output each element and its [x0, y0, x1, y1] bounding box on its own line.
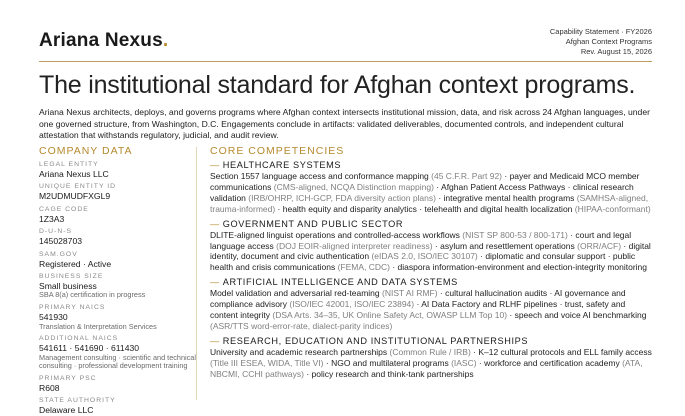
capability-text: · asylum and resettlement operations	[432, 240, 578, 251]
standard-reference: (CMS-aligned, NCQA Distinction mapping)	[273, 181, 434, 192]
field-label: ADDITIONAL NAICS	[39, 335, 119, 343]
field-value: M2UDMUDFXGL9	[39, 191, 111, 202]
capability-text: · payer and Medicaid MCO member communications	[210, 171, 640, 192]
standard-reference: (NIST SP 800-53 / 800-171)	[462, 229, 568, 240]
column-divider	[196, 147, 197, 400]
field-value: Delaware LLC	[39, 405, 94, 416]
field-value: 1Z3A3	[39, 213, 65, 224]
field-label: STATE AUTHORITY	[39, 397, 116, 405]
meta-line-3: Rev. August 15, 2026	[580, 47, 652, 57]
capability-text: · cultural hallucination audits · AI governance and compliance advisory	[210, 288, 626, 310]
standard-reference: (IRB/OHRP, ICH-GCP, FDA diversity action plans)	[248, 192, 436, 203]
core-competencies-column	[210, 145, 655, 383]
capability-text: · speech and voice AI benchmarking	[507, 310, 647, 321]
accent-dash: —	[210, 218, 220, 229]
company-field	[39, 397, 199, 415]
field-value: Registered · Active	[39, 258, 112, 269]
accent-dash: —	[210, 335, 220, 346]
capability-text: University and academic research partnerships	[210, 346, 390, 357]
header-rule	[39, 61, 652, 62]
accent-dash: —	[210, 160, 220, 170]
competency-section-title	[210, 159, 655, 171]
company-field	[39, 161, 199, 179]
standard-reference: (DSA Arts. 34–35, UK Online Safety Act, OWASP LLM Top 10)	[272, 310, 508, 321]
standard-reference: (45 C.F.R. Part 92)	[431, 171, 503, 181]
meta-line-2: Afghan Context Programs	[565, 37, 652, 47]
standard-reference: (Common Rule / IRB)	[389, 346, 471, 357]
meta-line-1: Capability Statement · FY2026	[549, 27, 652, 36]
intro-paragraph: Ariana Nexus architects, deploys, and governs programs where Afghan context intersects institutional mission, data, and risk across 24 Afghan languages, under one governed structure, from Washington, D.C. Engagements conclude in artifacts: validated deliverables, documented controls, and independent cultural attestation that withstands regulatory, judicial, and audit review.	[39, 107, 650, 141]
field-label: BUSINESS SIZE	[39, 273, 104, 281]
field-label: PRIMARY PSC	[39, 375, 97, 383]
capability-text: · AI Data Factory and RLHF pipelines · trust, safety and content integrity	[210, 299, 626, 321]
page-title: The institutional standard for Afghan context programs.	[39, 71, 636, 99]
capability-text: · court and legal language access	[210, 229, 632, 251]
competency-section	[210, 276, 655, 332]
field-value: 541930	[39, 312, 68, 323]
field-value: 145028703	[39, 236, 83, 247]
company-field	[39, 273, 199, 300]
section-title-text: RESEARCH, EDUCATION AND INSTITUTIONAL PARTNERSHIPS	[222, 335, 529, 346]
core-competencies-heading: CORE COMPETENCIES	[210, 145, 345, 157]
standard-reference: (eIDAS 2.0, ISO/IEC 30107)	[371, 251, 478, 262]
section-title-text: GOVERNMENT AND PUBLIC SECTOR	[222, 218, 404, 229]
section-title-text: ARTIFICIAL INTELLIGENCE AND DATA SYSTEMS	[222, 277, 458, 288]
standard-reference: (DOJ EOIR-aligned interpreter readiness)	[276, 240, 433, 251]
capability-text: · diaspora information-environment and election-integrity monitoring	[389, 262, 648, 273]
standard-reference: (ORR/ACF)	[577, 240, 622, 251]
company-field	[39, 251, 199, 269]
company-field	[39, 335, 199, 371]
competency-section-title	[210, 335, 655, 347]
competency-section	[210, 335, 655, 380]
competency-section-body	[210, 171, 655, 215]
capability-text: · digital identity, document and civic authentication	[210, 240, 651, 262]
company-data-column	[39, 145, 199, 416]
capability-text: DLITE-aligned linguist operations and controlled-access workflows	[210, 229, 463, 240]
document-meta	[550, 27, 652, 58]
company-data-heading: COMPANY DATA	[39, 145, 133, 157]
capability-text: Model validation and adversarial red-teaming	[210, 288, 382, 299]
capability-text: · NGO and multilateral programs	[323, 357, 452, 368]
competency-section	[210, 159, 655, 215]
standard-reference: (Title III ESEA, WIDA, Title VI)	[210, 357, 324, 368]
field-value: Ariana Nexus LLC	[39, 169, 109, 179]
competency-section-body	[210, 347, 655, 380]
standard-reference: (HIPAA-conformant)	[574, 203, 651, 214]
field-value: R608	[39, 383, 60, 394]
capability-text: Section 1557 language access and conformance mapping	[210, 171, 432, 181]
competency-section-body	[210, 230, 655, 274]
capability-text: · diplomatic and consular support · public health and crisis communications	[210, 251, 636, 273]
field-label: LEGAL ENTITY	[39, 161, 99, 168]
brand-dot: .	[162, 30, 169, 51]
capability-text: · policy research and think-tank partnerships	[304, 368, 474, 379]
competency-section	[210, 218, 655, 274]
company-field	[39, 183, 199, 201]
section-title-text: HEALTHCARE SYSTEMS	[222, 160, 342, 170]
brand-logo	[39, 30, 168, 52]
field-label: UNIQUE ENTITY ID	[39, 183, 117, 191]
field-label: D-U-N-S	[39, 228, 73, 236]
field-label: PRIMARY NAICS	[39, 304, 106, 312]
field-label: SAM.GOV	[39, 250, 78, 258]
brand-name: Ariana Nexus	[39, 30, 163, 51]
standard-reference: (FEMA, CDC)	[337, 262, 390, 273]
field-label: CAGE CODE	[39, 205, 89, 213]
company-field	[39, 228, 199, 246]
standard-reference: (ASR/TTS word-error-rate, dialect-parity indices)	[210, 320, 393, 331]
competency-section-title	[210, 276, 655, 288]
standard-reference: (ATA, NBCMI, CCHI pathways)	[210, 357, 643, 379]
field-value: 541611 · 541690 · 611430	[39, 343, 140, 354]
competency-section-body	[210, 288, 655, 332]
standard-reference: (SAMHSA-aligned, trauma-informed)	[210, 192, 649, 214]
capability-text: · integrative mental health programs	[435, 192, 577, 203]
standard-reference: (IASC)	[451, 357, 477, 368]
standard-reference: (ISO/IEC 42001, ISO/IEC 23894)	[289, 299, 415, 310]
company-fields	[39, 161, 199, 416]
company-field	[39, 206, 199, 224]
field-value: Small business	[39, 281, 97, 292]
company-field	[39, 304, 199, 331]
field-note: SBA 8(a) certification in progress	[39, 290, 146, 300]
page-header	[0, 0, 685, 62]
standard-reference: (NIST AI RMF)	[381, 288, 438, 299]
competency-sections	[210, 159, 655, 380]
capability-text: · K–12 cultural protocols and ELL family access	[470, 346, 652, 357]
capability-text: · workforce and certification academy	[476, 357, 623, 368]
field-note: Management consulting · scientific and technical consulting · professional development training	[39, 352, 196, 371]
company-field	[39, 375, 199, 393]
capability-text: · Afghan Patient Access Pathways · clinical research validation	[210, 181, 634, 203]
accent-dash: —	[210, 277, 220, 288]
competency-section-title	[210, 218, 655, 230]
field-note: Translation & Interpretation Services	[39, 321, 157, 331]
capability-text: · health equity and disparity analytics · telehealth and digital health localization	[275, 203, 575, 214]
